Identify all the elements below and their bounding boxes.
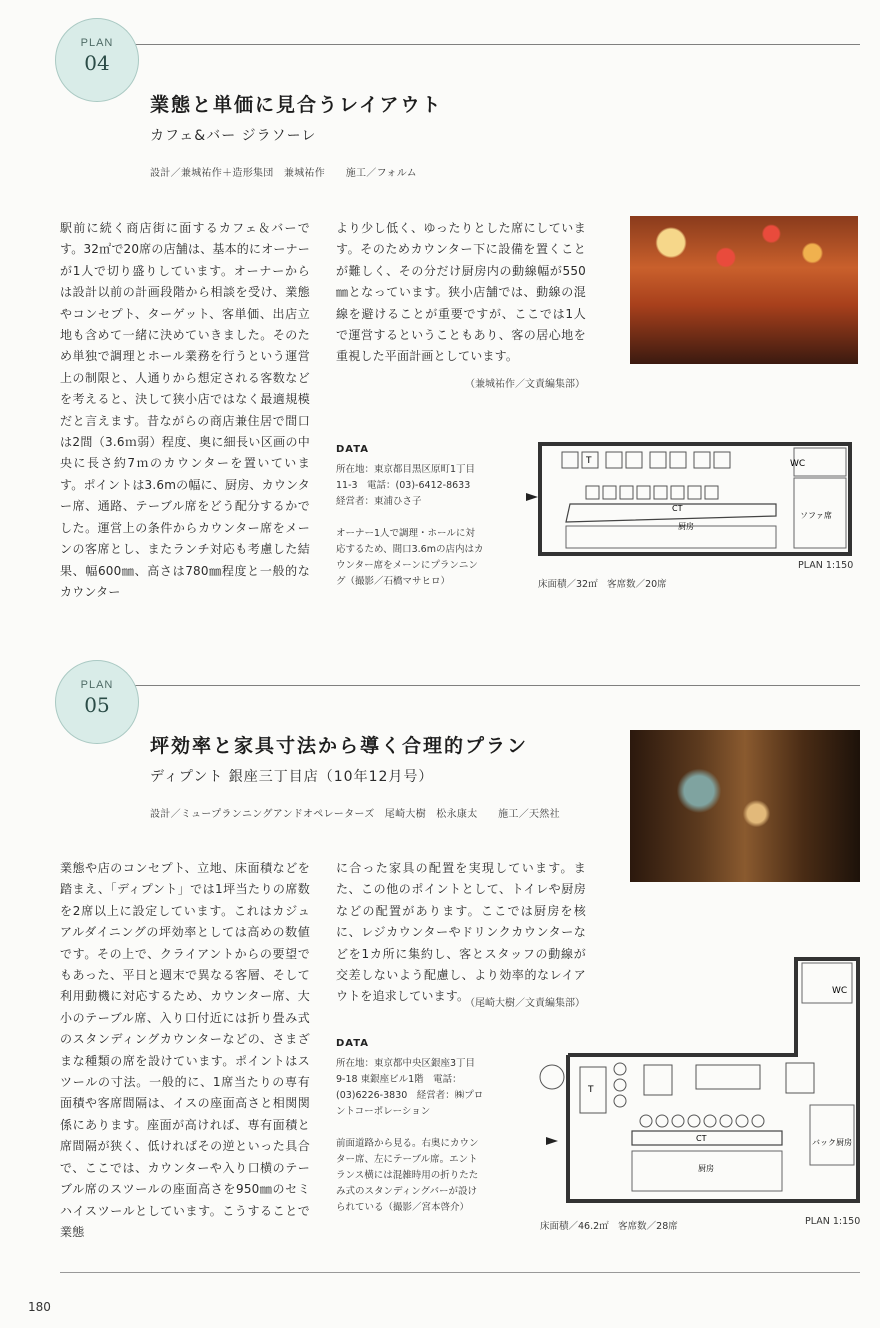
plan04-wc-label: WC — [790, 459, 806, 469]
photo-cafe-bar-interior — [630, 216, 858, 364]
body-col2-04: より少し低く、ゆったりとした席にしています。そのためカウンター下に設備を置くことが難しく、その分だけ厨房内の動線幅が550㎜となっています。狭小店舗では、動線の混線を避けることが重要ですが、ここでは1人で運営するということもあり、客の居心地を重視した平面計画としています。 — [336, 221, 586, 364]
photo-dipunto-interior — [630, 730, 860, 882]
table-group-left — [580, 1063, 814, 1113]
plan-caption-05: 床面積／46.2㎡ 客席数／28席 — [540, 1221, 678, 1232]
section-rule-05 — [120, 685, 860, 686]
body-col1-05: 業態や店のコンセプト、立地、床面積などを踏まえ、「ディプント」では1坪当たりの席数を2席以上に設定しています。これはカジュアルダイニングの坪効率としては高めの数値です。その上で、クライアントからの要望でもあった、平日と週末で異なる客層、そして利用動機に対応するため、カウンター席、大小のテーブル席、入り口付近には折り畳み式のスタンディングカウンターなどの、さまざまな種類の席を設けています。ポイントはスツールの寸法。一般的に、1席当たりの専有面積や客席間隔は、イスの座面高さと相関関係にあります。座面が高ければ、専有面積と席間隔が狭く、低ければその逆といった具合で、ここでは、カウンターや入り口横のテーブル席のスツールの座面高さを950㎜のセミハイスツールとしています。こうすることで業態 — [60, 861, 310, 1239]
plan-scale-04: PLAN 1:150 — [798, 560, 854, 571]
credits-05: 設計／ミュープランニングアンドオペレーターズ 尾崎大樹 松永康太 施工／天然社 — [150, 809, 560, 820]
plan05-ct-label: CT — [696, 1134, 707, 1143]
plan-badge-05 — [55, 660, 139, 744]
body-col2-05: に合った家具の配置を実現しています。また、この他のポイントとして、トイレや厨房などの配置があります。ここでは厨房を核に、レジカウンターやドリンクカウンターなどを1カ所に集約し、客とスタッフの動線が交差しないよう配慮し、より効率的なレイアウトを追求しています。 — [336, 861, 586, 1004]
plan-badge-number: 05 — [84, 693, 110, 717]
plan05-table-label: T — [588, 1085, 594, 1095]
data-text-05: 所在地：東京都中央区銀座3丁目9-18 東銀座ビル1階 電話：(03)6226-3830 経営者：㈱プロントコーポレーション — [336, 1058, 484, 1117]
plan-caption-04: 床面積／32㎡ 客席数／20席 — [538, 579, 667, 590]
counter-stools — [586, 486, 718, 499]
plan04-sofa-label: ソファ席 — [800, 511, 832, 520]
section-title-04: 業態と単価に見合うレイアウト — [150, 94, 443, 116]
plan-badge-label: PLAN — [80, 679, 114, 691]
plan-badge-number: 04 — [84, 51, 110, 75]
plan04-kitchen-label: 厨房 — [678, 522, 694, 531]
data-text-04: 所在地：東京都目黒区原町1丁目11-3 電話：(03)-6412-8633 経営者：東浦ひさ子 — [336, 464, 480, 507]
section-subtitle-04: カフェ&バー ジラソーレ — [150, 128, 317, 144]
plan05-back-kitchen-label: バック厨房 — [812, 1138, 852, 1147]
footer-rule — [60, 1272, 860, 1273]
section-subtitle-05: ディプント 銀座三丁目店（10年12月号） — [150, 769, 434, 785]
page-number: 180 — [28, 1300, 51, 1314]
credits-04: 設計／兼城祐作＋造形集団 兼城祐作 施工／フォルム — [150, 168, 417, 179]
counter-stools — [640, 1115, 764, 1127]
plan05-wc-label: WC — [832, 986, 848, 996]
floor-plan-05 — [536, 955, 860, 1211]
plan05-kitchen-label: 厨房 — [698, 1164, 714, 1173]
data-note-04: オーナー1人で調理・ホールに対応するため、間口3.6mの店内はカウンター席をメーンにプランニング（撮影／石橋マサヒロ） — [336, 528, 484, 587]
plan-badge-label: PLAN — [80, 37, 114, 49]
floor-plan-04 — [526, 438, 860, 574]
section-title-05: 坪効率と家具寸法から導く合理的プラン — [150, 735, 529, 757]
plan04-table-label: T — [586, 456, 592, 466]
section-rule-04 — [120, 44, 860, 45]
data-heading-04: DATA — [336, 444, 370, 455]
data-note-05: 前面道路から見る。右奥にカウンター席、左にテーブル席。エントランス横には混雑時用の折りたたみ式のスタンディングバーが設けられている（撮影／宮本啓介） — [336, 1138, 479, 1213]
data-heading-05: DATA — [336, 1038, 370, 1049]
signature-05: （尾崎大樹／文責編集部） — [465, 998, 585, 1009]
plan04-ct-label: CT — [672, 504, 683, 513]
plan-badge-04 — [55, 18, 139, 102]
signature-04: （兼城祐作／文責編集部） — [465, 379, 585, 390]
plan-scale-05: PLAN 1:150 — [805, 1216, 861, 1227]
body-col1-04: 駅前に続く商店街に面するカフェ＆バーです。32㎡で20席の店舗は、基本的にオーナーが1人で切り盛りしています。オーナーからは設計以前の計画段階から相談を受け、業態やコンセプト、ターゲット、客単価、出店立地も含めて一緒に決めていきました。そのため単独で調理とホール業務を行うという運営上の制限と、人通りから想定される客数などを考えると、決して狭小店ではなく最適規模だと言えます。昔ながらの商店兼住居で間口は2間（3.6ｍ弱）程度、奥に細長い区画の中央に長さ約7ｍのカウンターを置いています。ポイントは3.6mの幅に、厨房、カウンター席、通路、テーブル席をどう配分するかでした。運営上の条件からカウンター席をメーンの客席とし、またランチ対応も考慮した結果、幅600㎜、高さは780㎜程度と一般的なカウンター — [60, 221, 310, 599]
